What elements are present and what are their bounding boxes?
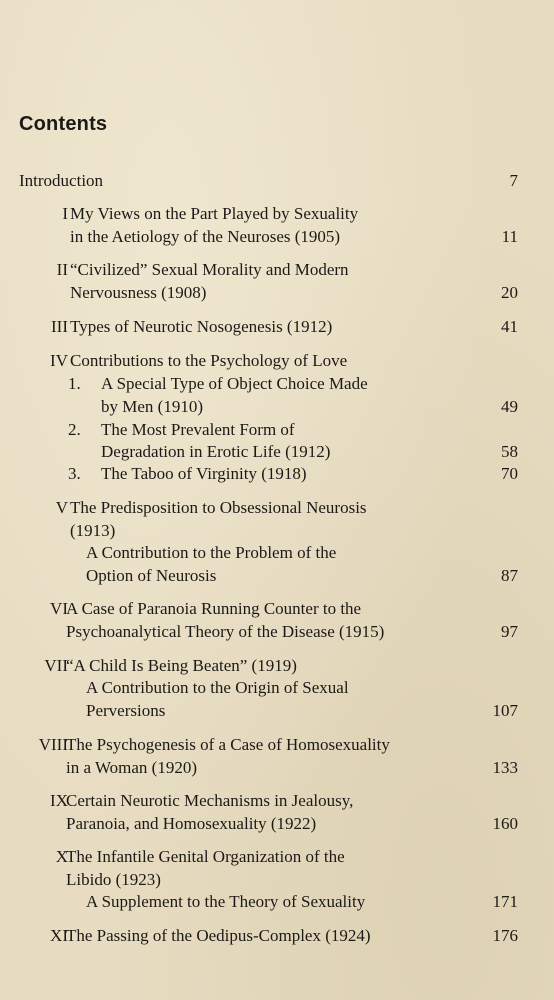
toc-sub-4-1-line-1 [68,373,368,395]
toc-entry-3-page: 41 [501,317,518,336]
toc-entry-9-page: 160 [492,814,518,833]
toc-sub-4-3-num: 3. [68,464,81,483]
toc-entry-10-num: X [55,847,68,866]
toc-entry-6-page: 97 [501,622,518,641]
toc-sub-4-1-num: 1. [68,374,81,393]
toc-sub-4-2-line-1 [68,419,295,441]
toc-entry-6-line-1: A Case of Paranoia Running Counter to the [66,599,362,618]
toc-entry-10-line-2: Libido (1923) [66,870,161,889]
toc-entry-5-line-2: (1913) [70,521,116,540]
toc-entry-1-line-1: My Views on the Part Played by Sexuality [70,204,359,223]
toc-sub-4-2-num: 2. [68,420,81,439]
toc-sub-4-3-text-1: The Taboo of Virginity (1918) [101,464,307,483]
toc-entry-7-page: 107 [492,701,518,720]
toc-entry-8-line-2: in a Woman (1920) [66,758,197,777]
toc-entry-5-line-3: A Contribution to the Problem of the [86,543,337,562]
toc-sub-4-1-line-2: by Men (1910) [101,397,203,416]
toc-intro-page: 7 [509,171,518,190]
toc-entry-3-num: III [51,317,68,336]
toc-entry-5-line-4: Option of Neurosis [86,566,217,585]
toc-sub-4-2-page: 58 [501,442,518,461]
toc-entry-8-num: VIII [38,735,68,754]
toc-entry-5-line-1: The Predisposition to Obsessional Neurosis [70,498,367,517]
toc-entry-1-page: 11 [501,227,518,246]
toc-entry-8-page: 133 [492,758,518,777]
toc-entry-4-line-1: Contributions to the Psychology of Love [70,351,348,370]
toc-entry-4-num: IV [50,351,68,370]
toc-entry-2-num: II [56,260,68,279]
toc-sub-4-2-text-1: The Most Prevalent Form of [101,420,295,439]
toc-entry-3-line-1: Types of Neurotic Nosogenesis (1912) [70,317,333,336]
toc-entry-2-line-1: “Civilized” Sexual Morality and Modern [70,260,349,279]
toc-intro-label: Introduction [19,171,104,190]
toc-entry-10-line-1: The Infantile Genital Organization of the [66,847,345,866]
toc-sub-4-3-line-1 [68,463,307,485]
toc-entry-8-line-1: The Psychogenesis of a Case of Homosexuality [66,735,390,754]
toc-entry-6-line-2: Psychoanalytical Theory of the Disease (1915) [66,622,385,641]
toc-entry-10-line-3: A Supplement to the Theory of Sexuality [86,892,366,911]
toc-sub-4-1-page: 49 [501,397,518,416]
toc-entry-7-line-3: Perversions [86,701,166,720]
toc-sub-4-1-text-1: A Special Type of Object Choice Made [101,374,368,393]
toc-entry-7-line-2: A Contribution to the Origin of Sexual [86,678,349,697]
toc-entry-5-num: V [55,498,68,517]
toc-sub-4-3-page: 70 [501,464,518,483]
toc-entry-11-line-1: The Passing of the Oedipus-Complex (1924) [66,926,371,945]
toc-entry-9-line-2: Paranoia, and Homosexuality (1922) [66,814,317,833]
toc-entry-2-line-2: Nervousness (1908) [70,283,207,302]
toc-entry-7-num: VII [44,656,68,675]
toc-entry-1-num: I [62,204,68,223]
toc-entry-9-line-1: Certain Neurotic Mechanisms in Jealousy, [66,791,354,810]
toc-entry-7-line-1: “A Child Is Being Beaten” (1919) [66,656,297,675]
toc-entry-11-num: XI [50,926,68,945]
toc-entry-10-page: 171 [492,892,518,911]
toc-entry-5-page: 87 [501,566,518,585]
toc-entry-11-page: 176 [492,926,518,945]
toc-entry-6-num: VI [50,599,68,618]
toc-entry-2-page: 20 [501,283,518,302]
toc-entry-1-line-2: in the Aetiology of the Neuroses (1905) [70,227,341,246]
contents-heading: Contents [19,113,108,135]
toc-entry-9-num: IX [50,791,68,810]
toc-sub-4-2-line-2: Degradation in Erotic Life (1912) [101,442,331,461]
